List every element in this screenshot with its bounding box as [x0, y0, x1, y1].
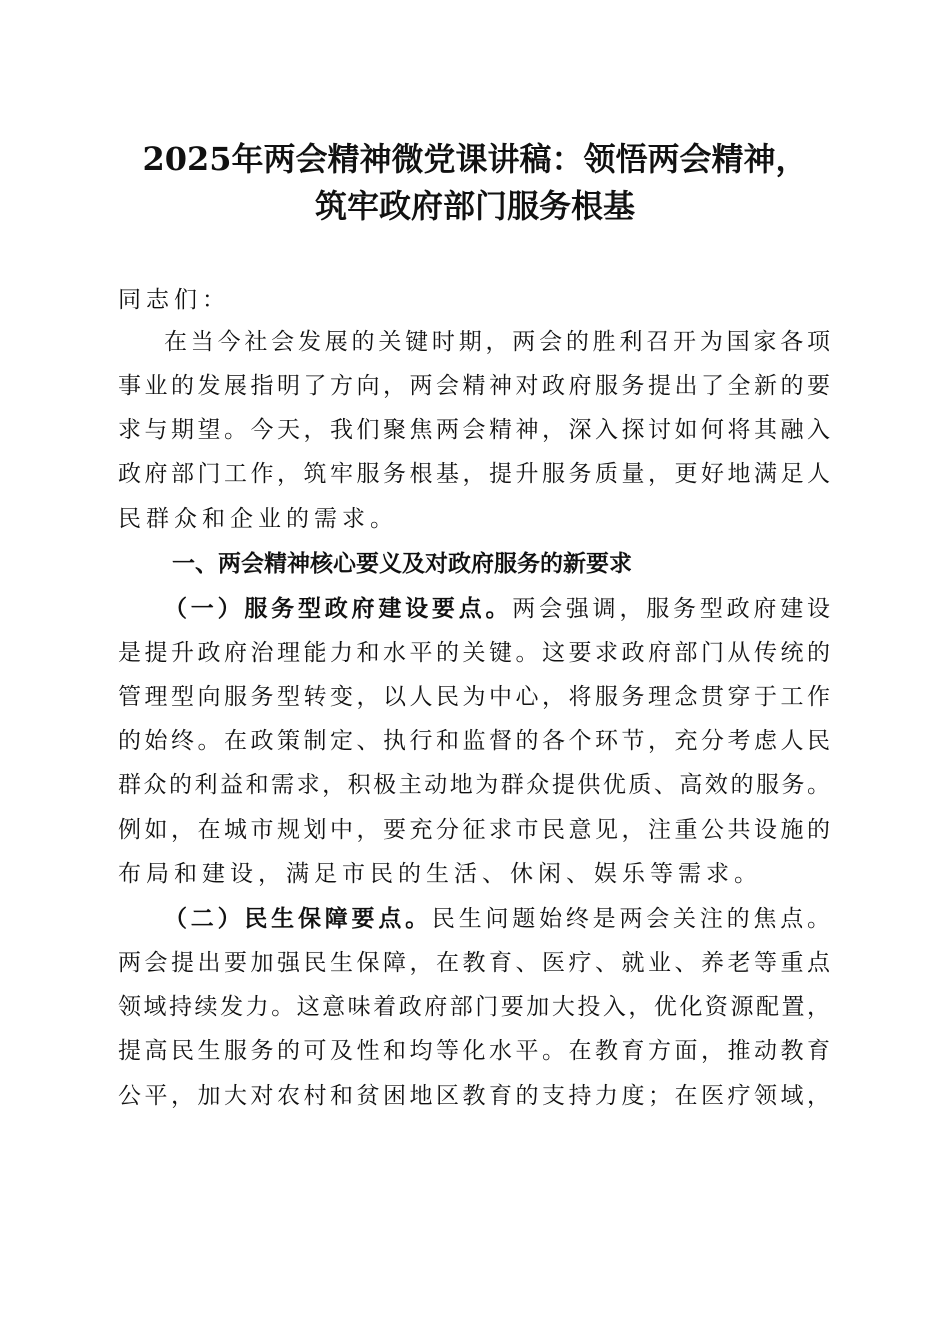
subsection-2-text: 民生问题始终是两会关注的焦点。: [431, 906, 831, 932]
body-line: 是提升政府治理能力和水平的关键。这要求政府部门从传统的: [118, 640, 830, 666]
body-line: 两会提出要加强民生保障，在教育、医疗、就业、养老等重点: [118, 950, 830, 976]
salutation: 同志们：: [118, 287, 230, 313]
subsection-2-label: （二）民生保障要点。: [164, 906, 432, 932]
subsection-2-first-line: [164, 904, 830, 934]
intro-line: 事业的发展指明了方向，两会精神对政府服务提出了全新的要: [118, 373, 830, 399]
body-line: 管理型向服务型转变，以人民为中心，将服务理念贯穿于工作: [118, 684, 830, 710]
body-line: 公平，加大对农村和贫困地区教育的支持力度；在医疗领域，: [118, 1083, 830, 1109]
body-line: 提高民生服务的可及性和均等化水平。在教育方面，推动教育: [118, 1038, 830, 1064]
document-title-line-1: 2025年两会精神微党课讲稿：领悟两会精神，: [142, 140, 808, 178]
section-heading: 一、两会精神核心要义及对政府服务的新要求: [172, 551, 632, 577]
intro-line: 在当今社会发展的关键时期，两会的胜利召开为国家各项: [164, 329, 830, 355]
body-line: 领域持续发力。这意味着政府部门要加大投入，优化资源配置，: [118, 994, 830, 1020]
subsection-1-text: 两会强调，服务型政府建设: [512, 596, 831, 622]
subsection-1-first-line: [164, 594, 830, 624]
body-line: 布局和建设，满足市民的生活、休闲、娱乐等需求。: [118, 861, 762, 887]
body-line: 例如，在城市规划中，要充分征求市民意见，注重公共设施的: [118, 817, 830, 843]
body-line: 的始终。在政策制定、执行和监督的各个环节，充分考虑人民: [118, 728, 830, 754]
subsection-1-label: （一）服务型政府建设要点。: [164, 596, 513, 622]
intro-line: 求与期望。今天，我们聚焦两会精神，深入探讨如何将其融入: [118, 417, 830, 443]
document-title-line-2: 筑牢政府部门服务根基: [314, 187, 635, 225]
intro-line: 民群众和企业的需求。: [118, 506, 398, 532]
body-line: 群众的利益和需求，积极主动地为群众提供优质、高效的服务。: [118, 772, 830, 798]
intro-line: 政府部门工作，筑牢服务根基，提升服务质量，更好地满足人: [118, 461, 830, 487]
